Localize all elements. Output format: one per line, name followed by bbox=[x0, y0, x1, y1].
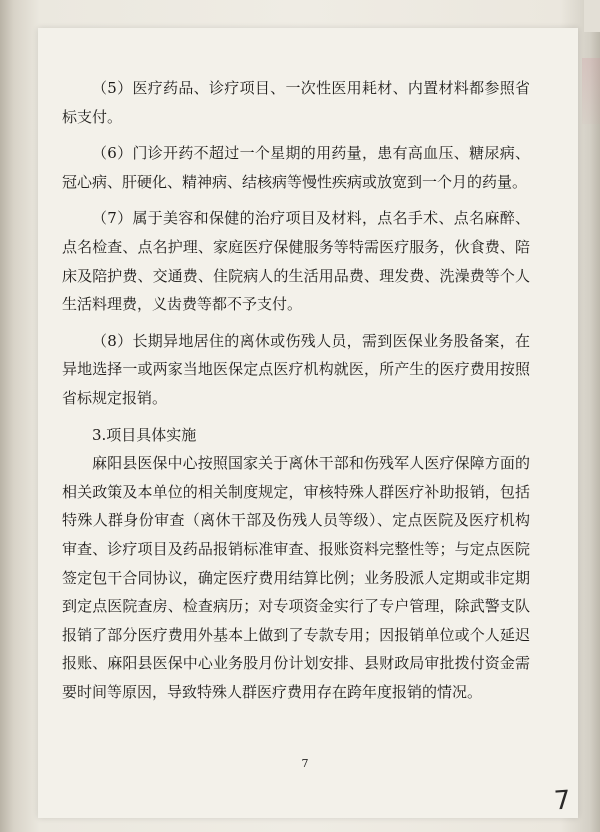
page-number: 7 bbox=[301, 757, 309, 770]
paragraph-8: （8）长期异地居住的离休或伤残人员，需到医保业务股备案，在异地选择一或两家当地医保定点医疗机构就医，所产生的医疗费用按照省标规定报销。 bbox=[62, 331, 530, 407]
document-body bbox=[62, 74, 530, 714]
paragraph-6: （6）门诊开药不超过一个星期的用药量，患有高血压、糖尿病、冠心病、肝硬化、精神病、结核病等慢性疾病或放宽到一个月的药量。 bbox=[62, 144, 530, 191]
paragraph-7: （7）属于美容和保健的治疗项目及材料，点名手术、点名麻醉、点名检查、点名护理、家庭医疗保健服务等特需医疗服务，伙食费、陪床及陪护费、交通费、住院病人的生活用品费、理发费、洗澡费等个人生活料理费，义齿费等都不予支付。 bbox=[62, 209, 530, 314]
section-heading: 3.项目具体实施 bbox=[92, 425, 197, 444]
scan-edge-shadow bbox=[584, 0, 600, 32]
handwritten-page-number: 7 bbox=[552, 785, 572, 817]
stamp-bleed-mark bbox=[582, 58, 600, 124]
paragraph-5: （5）医疗药品、诊疗项目、一次性医用耗材、内置材料都参照省标支付。 bbox=[62, 79, 530, 126]
paragraph-implementation: 麻阳县医保中心按照国家关于离休干部和伤残军人医疗保障方面的相关政策及本单位的相关制度规定，审核特殊人群医疗补助报销，包括特殊人群身份审查（离休干部及伤残人员等级）、定点医院及医疗机构审查、诊疗项目及药品报销标准审查、报账资料完整性等；与定点医院签定包干合同协议，确定医疗费用结算比例；业务股派人定期或非定期到定点医院查房、检查病历；对专项资金实行了专户管理，除武警支队报销了部分医疗费用外基本上做到了专款专用；因报销单位或个人延迟报账、麻阳县医保中心业务股月份计划安排、县财政局审批拨付资金需要时间等原因，导致特殊人群医疗费用存在跨年度报销的情况。 bbox=[62, 454, 530, 701]
